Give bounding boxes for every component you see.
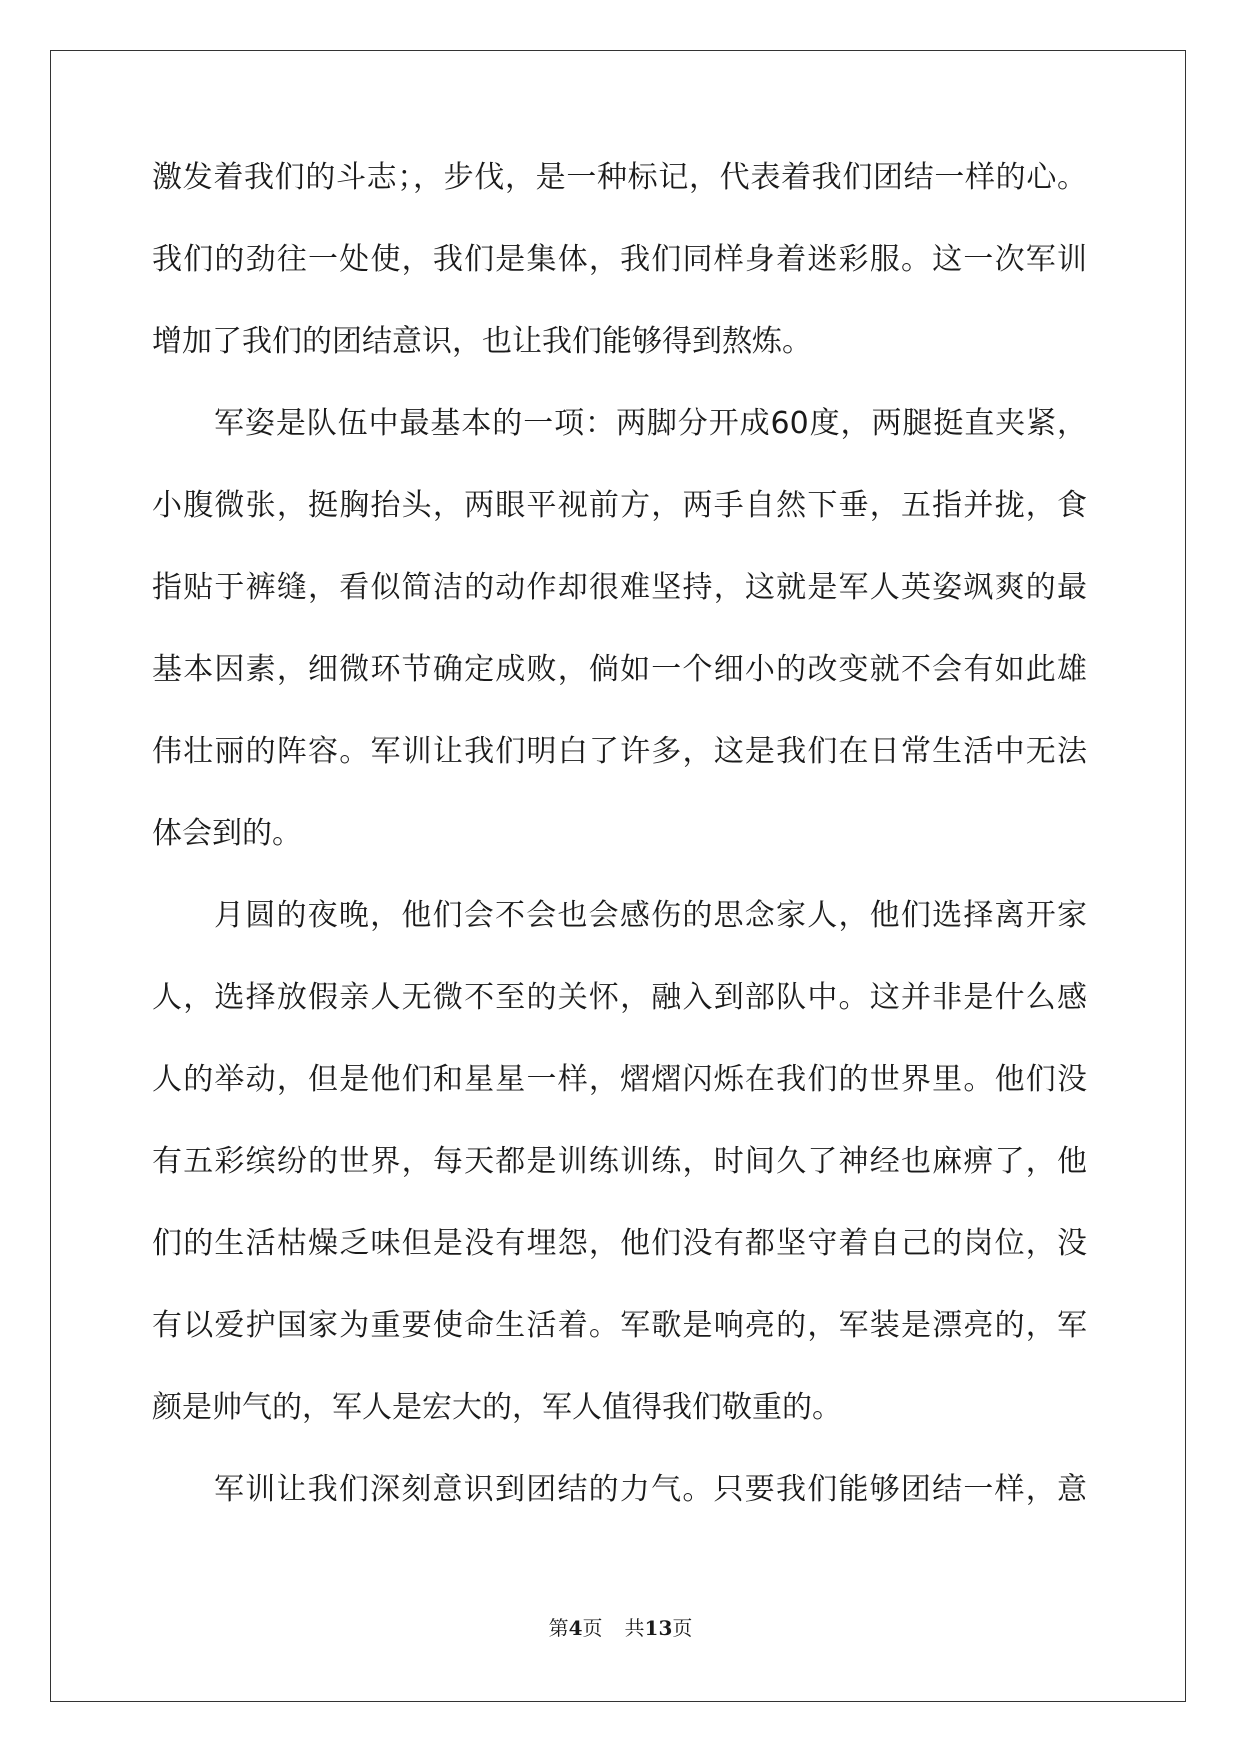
text-line: 基本因素，细微环节确定成败，倘如一个细小的改变就不会有如此雄 <box>152 652 1087 687</box>
text-line: 小腹微张，挺胸抬头，两眼平视前方，两手自然下垂，五指并拢，食 <box>152 488 1087 523</box>
text-line: 体会到的。 <box>152 816 302 851</box>
document-body <box>152 158 1087 1552</box>
footer-page-prefix: 第 <box>548 1616 569 1640</box>
footer-total-suffix: 页 <box>672 1616 693 1640</box>
footer-total-number: 13 <box>644 1616 673 1640</box>
text-line: 人的举动，但是他们和星星一样，熠熠闪烁在我们的世界里。他们没 <box>152 1062 1087 1097</box>
text-line: 们的生活枯燥乏味但是没有埋怨，他们没有都坚守着自己的岗位，没 <box>152 1226 1087 1261</box>
text-line: 有以爱护国家为重要使命生活着。军歌是响亮的，军装是漂亮的，军 <box>152 1308 1087 1343</box>
text-line: 有五彩缤纷的世界，每天都是训练训练，时间久了神经也麻痹了，他 <box>152 1144 1087 1179</box>
text-line: 我们的劲往一处使，我们是集体，我们同样身着迷彩服。这一次军训 <box>152 242 1087 277</box>
text-line: 军姿是队伍中最基本的一项：两脚分开成60度，两腿挺直夹紧， <box>214 406 1087 441</box>
text-line: 人，选择放假亲人无微不至的关怀，融入到部队中。这并非是什么感 <box>152 980 1087 1015</box>
footer-page-suffix: 页 <box>582 1616 603 1640</box>
page-footer <box>0 1616 1241 1640</box>
text-line: 月圆的夜晚，他们会不会也会感伤的思念家人，他们选择离开家 <box>214 898 1087 933</box>
text-line: 伟壮丽的阵容。军训让我们明白了许多，这是我们在日常生活中无法 <box>152 734 1087 769</box>
text-line: 指贴于裤缝，看似简洁的动作却很难坚持，这就是军人英姿飒爽的最 <box>152 570 1087 605</box>
text-line: 军训让我们深刻意识到团结的力气。只要我们能够团结一样，意 <box>214 1472 1087 1507</box>
text-line: 增加了我们的团结意识，也让我们能够得到熬炼。 <box>152 324 812 359</box>
text-line: 颜是帅气的，军人是宏大的，军人值得我们敬重的。 <box>152 1390 842 1425</box>
text-line: 激发着我们的斗志；，步伐，是一种标记，代表着我们团结一样的心。 <box>152 160 1087 195</box>
footer-total-prefix: 共 <box>624 1616 645 1640</box>
footer-page-number: 4 <box>568 1616 583 1640</box>
